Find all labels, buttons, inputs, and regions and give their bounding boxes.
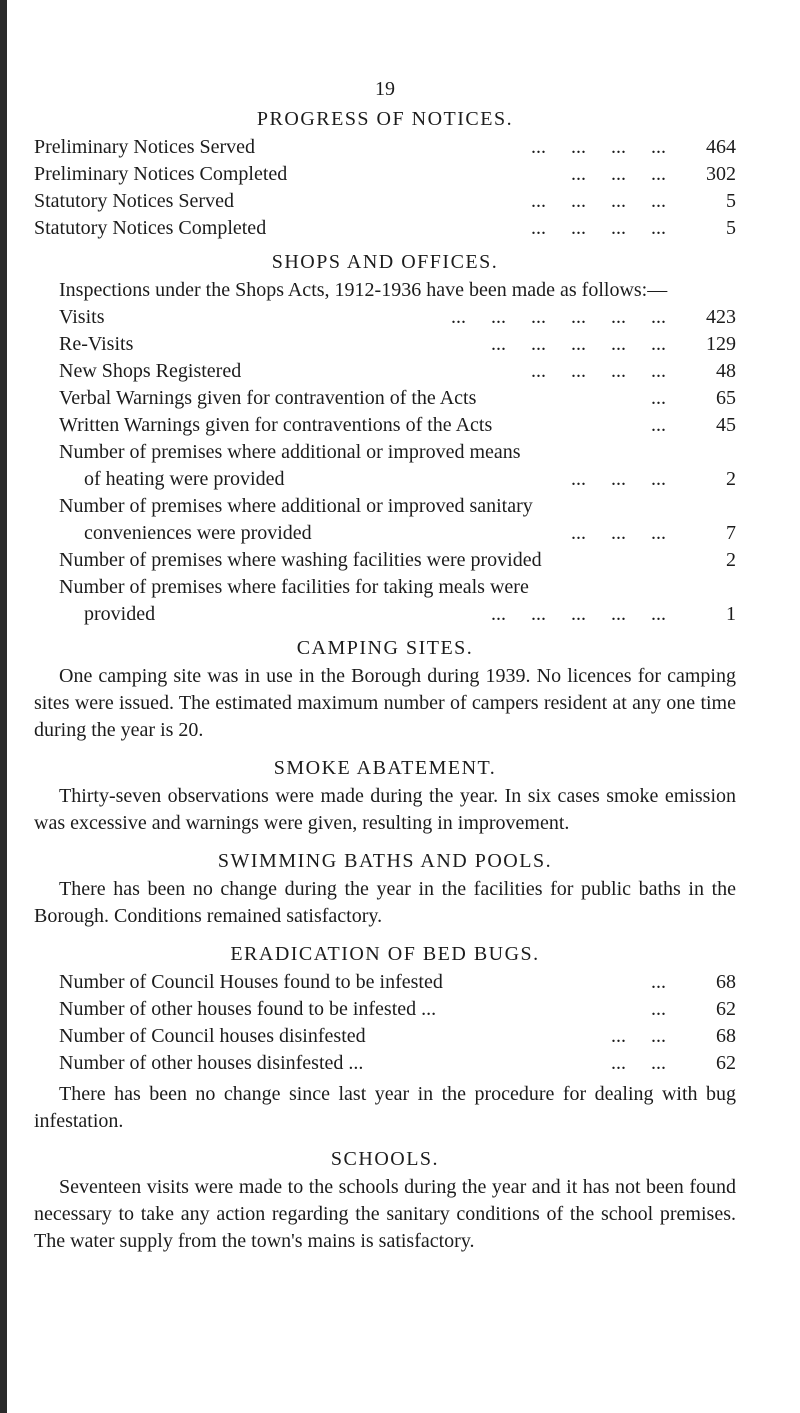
section-heading-swimming: SWIMMING BATHS AND POOLS. bbox=[217, 850, 553, 872]
document-page bbox=[34, 76, 736, 1255]
row-label: Statutory Notices Completed bbox=[34, 217, 267, 239]
row-leader: ... ... ... bbox=[571, 163, 666, 185]
table-row-line1 bbox=[34, 493, 736, 520]
row-value: 129 bbox=[706, 333, 736, 355]
table-row-line1 bbox=[34, 439, 736, 466]
row-label: Preliminary Notices Served bbox=[34, 136, 256, 158]
row-label: Statutory Notices Served bbox=[34, 190, 234, 212]
row-label: New Shops Registered bbox=[59, 360, 242, 382]
row-value: 62 bbox=[716, 1052, 736, 1074]
row-label: Number of premises where washing facilities were provided bbox=[59, 549, 542, 571]
table-row bbox=[34, 161, 736, 188]
row-leader: ... ... ... ... bbox=[531, 217, 666, 239]
table-row bbox=[34, 358, 736, 385]
row-label: provided bbox=[84, 603, 156, 625]
table-row bbox=[34, 547, 736, 574]
row-leader: ... bbox=[651, 387, 666, 409]
section-heading-notices: PROGRESS OF NOTICES. bbox=[256, 108, 514, 130]
row-value: 423 bbox=[706, 306, 736, 328]
section-heading-smoke: SMOKE ABATEMENT. bbox=[273, 757, 497, 779]
row-label: Preliminary Notices Completed bbox=[34, 163, 288, 185]
row-label: Number of other houses found to be infested ... bbox=[59, 998, 437, 1020]
row-leader: ... bbox=[651, 998, 666, 1020]
row-value: 464 bbox=[706, 136, 736, 158]
section-heading-camping: CAMPING SITES. bbox=[296, 637, 474, 659]
row-label: Number of premises where additional or improved sanitary bbox=[59, 495, 533, 517]
section-heading-shops: SHOPS AND OFFICES. bbox=[271, 251, 499, 273]
row-label: Written Warnings given for contraventions of the Acts bbox=[59, 414, 493, 436]
row-leader: ... bbox=[651, 971, 666, 993]
row-leader: ... ... bbox=[611, 1025, 666, 1047]
table-row bbox=[34, 1023, 736, 1050]
row-label: conveniences were provided bbox=[84, 522, 312, 544]
row-leader: ... ... ... bbox=[571, 522, 666, 544]
row-leader: ... ... ... ... bbox=[531, 360, 666, 382]
row-label: Number of Council Houses found to be infested bbox=[59, 971, 443, 993]
table-row bbox=[34, 385, 736, 412]
table-row bbox=[34, 1050, 736, 1077]
bedbugs-table bbox=[34, 969, 736, 1077]
row-value: 5 bbox=[726, 217, 736, 239]
row-leader: ... ... bbox=[611, 1052, 666, 1074]
camping-text: One camping site was in use in the Borough during 1939. No licences for camping sites were issued. The estimated maximum number of campers resident at any one time during the year is 20. bbox=[34, 665, 736, 741]
row-label: Number of other houses disinfested ... bbox=[59, 1052, 364, 1074]
swimming-text: There has been no change during the year in the facilities for public baths in the Borough. Conditions remained satisfactory. bbox=[34, 878, 736, 927]
table-row bbox=[34, 215, 736, 242]
row-leader: ... bbox=[651, 414, 666, 436]
notices-table bbox=[34, 134, 736, 242]
section-heading-bedbugs: ERADICATION OF BED BUGS. bbox=[230, 943, 540, 965]
row-leader: ... ... ... ... bbox=[531, 190, 666, 212]
row-label: of heating were provided bbox=[84, 468, 285, 490]
row-leader: ... ... ... ... ... ... bbox=[451, 306, 666, 328]
table-row bbox=[34, 304, 736, 331]
row-value: 65 bbox=[716, 387, 736, 409]
table-row bbox=[34, 520, 736, 547]
row-label: Number of Council houses disinfested bbox=[59, 1025, 366, 1047]
table-row-line1 bbox=[34, 574, 736, 601]
row-leader: ... ... ... bbox=[571, 468, 666, 490]
row-leader: ... ... ... ... bbox=[531, 136, 666, 158]
row-value: 68 bbox=[716, 1025, 736, 1047]
row-value: 48 bbox=[716, 360, 736, 382]
schools-text: Seventeen visits were made to the schools during the year and it has not been found necessary to take any action regarding the sanitary conditions of the school premises. The water supply from the town's mains is satisfactory. bbox=[34, 1176, 736, 1252]
shops-table bbox=[34, 304, 736, 628]
table-row bbox=[34, 134, 736, 161]
table-row bbox=[34, 412, 736, 439]
row-value: 1 bbox=[726, 603, 736, 625]
row-leader: ... ... ... ... ... bbox=[491, 603, 666, 625]
row-label: Re-Visits bbox=[59, 333, 134, 355]
table-row bbox=[34, 996, 736, 1023]
bedbugs-text: There has been no change since last year in the procedure for dealing with bug infestation. bbox=[34, 1083, 736, 1132]
row-leader: ... ... ... ... ... bbox=[491, 333, 666, 355]
row-value: 45 bbox=[716, 414, 736, 436]
table-row bbox=[34, 466, 736, 493]
row-label: Number of premises where additional or improved means bbox=[59, 441, 521, 463]
section-heading-schools: SCHOOLS. bbox=[330, 1148, 440, 1170]
smoke-text: Thirty-seven observations were made during the year. In six cases smoke emission was excessive and warnings were given, resulting in improvement. bbox=[34, 785, 736, 834]
row-value: 62 bbox=[716, 998, 736, 1020]
row-label: Visits bbox=[59, 306, 105, 328]
table-row bbox=[34, 188, 736, 215]
page-number: 19 bbox=[375, 78, 395, 100]
row-value: 5 bbox=[726, 190, 736, 212]
scan-edge bbox=[0, 0, 7, 1413]
table-row bbox=[34, 601, 736, 628]
row-label: Verbal Warnings given for contravention of the Acts bbox=[59, 387, 477, 409]
row-label: Number of premises where facilities for taking meals were bbox=[59, 576, 529, 598]
row-value: 7 bbox=[726, 522, 736, 544]
row-value: 2 bbox=[726, 468, 736, 490]
row-value: 68 bbox=[716, 971, 736, 993]
shops-intro: Inspections under the Shops Acts, 1912-1936 have been made as follows:— bbox=[59, 279, 668, 301]
table-row bbox=[34, 331, 736, 358]
table-row bbox=[34, 969, 736, 996]
row-value: 302 bbox=[706, 163, 736, 185]
row-value: 2 bbox=[726, 549, 736, 571]
